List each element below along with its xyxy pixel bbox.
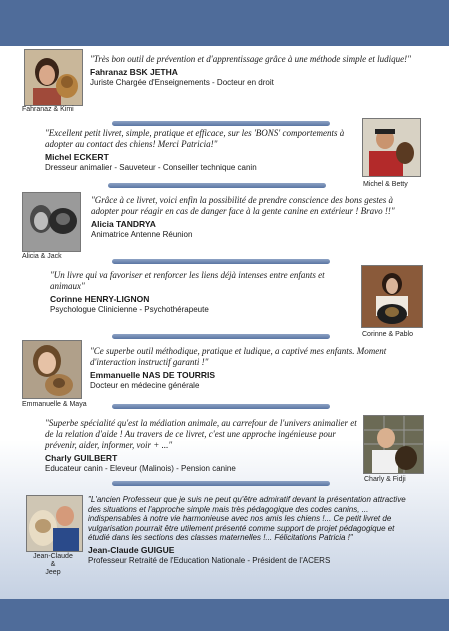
testimonial-quote: "L'ancien Professeur que je suis ne peut qu'être admiratif devant la présentation attractive des situations et l'approche simple mais très pédagogique des codes canins, ... indispensables à notre vie harmonieuse avec nos amis les chiens !... Ce petit livret de vulgarisation pourrait être utilement présenté comme support de projet pédagogique et étudié dans les sections des classes maternelles !... Félicitations Patricia !": [88, 495, 406, 542]
testimonial-name: Emmanuelle NAS DE TOURRIS: [90, 370, 216, 380]
testimonial-role: Dresseur animalier - Sauveteur - Conseiller technique canin: [45, 163, 257, 172]
photo-caption: [20, 553, 86, 577]
caption-line: &: [50, 561, 56, 568]
section-divider: [112, 334, 330, 339]
portrait-woman-dog-image: [362, 266, 422, 327]
portrait-woman-dog-image: [23, 341, 81, 398]
photo-michel: [362, 118, 421, 177]
testimonial-name: Fahranaz BSK JETHA: [90, 67, 178, 77]
testimonial-card: [90, 346, 420, 391]
testimonial-role: Educateur canin - Eleveur (Malinois) - Pension canine: [45, 464, 236, 473]
testimonial-name: Alicia TANDRYA: [91, 219, 156, 229]
testimonial-quote: "Très bon outil de prévention et d'apprentissage grâce à une méthode simple et ludique!": [90, 54, 411, 64]
photo-jean-claude: [26, 495, 83, 552]
testimonial-card: [50, 270, 350, 315]
section-divider: [112, 404, 330, 409]
section-divider: [112, 121, 330, 126]
photo-caption: Emmanuelle & Maya: [22, 401, 87, 408]
testimonial-role: Professeur Retraité de l'Education Nationale - Président de l'ACERS: [88, 555, 331, 565]
photo-fahranaz: [24, 49, 83, 106]
portrait-man-dog-image: [364, 416, 423, 473]
testimonial-role: Animatrice Antenne Réunion: [91, 230, 193, 239]
photo-caption: Alicia & Jack: [22, 253, 62, 260]
testimonial-role: Psychologue Clinicienne - Psychothérapeute: [50, 305, 209, 314]
testimonial-quote: "Superbe spécialité qu'est la médiation animale, au carrefour de l'univers animalier et de la relation d'aide ! Au travers de ce livret, c'est une approche ingénieuse pour prévenir, aider, informer, voir + ...": [45, 418, 357, 450]
photo-caption: Corinne & Pablo: [362, 331, 413, 338]
portrait-woman-dog-image: [23, 193, 80, 251]
testimonial-card: [45, 128, 355, 173]
photo-caption: Michel & Betty: [363, 181, 408, 188]
section-divider: [112, 481, 330, 486]
caption-line: Jean-Claude: [33, 553, 73, 560]
testimonial-name: Charly GUILBERT: [45, 453, 118, 463]
portrait-man-dog-image: [363, 119, 420, 176]
testimonial-role: Docteur en médecine générale: [90, 381, 200, 390]
testimonial-quote: "Excellent petit livret, simple, pratique et efficace, sur les 'BONS' comportements à adopter au contact des chiens! Merci Patricia!": [45, 128, 345, 149]
testimonial-card: [45, 418, 363, 474]
testimonial-quote: "Un livre qui va favoriser et renforcer les liens déjà intenses entre enfants et animaux": [50, 270, 325, 291]
bottom-band: [0, 599, 449, 631]
photo-emmanuelle: [22, 340, 82, 399]
section-divider: [112, 259, 330, 264]
top-band: [0, 0, 449, 46]
photo-corinne: [361, 265, 423, 328]
testimonial-name: Jean-Claude GUIGUE: [88, 544, 175, 555]
photo-caption: Fahranaz & Kimi: [22, 106, 74, 113]
testimonial-card: [90, 54, 420, 88]
portrait-woman-dog-image: [25, 50, 82, 105]
testimonial-quote: "Ce superbe outil méthodique, pratique et ludique, a captivé mes enfants. Moment d'interaction instructif garanti !": [90, 346, 387, 367]
section-divider: [108, 183, 326, 188]
caption-line: Jeep: [45, 569, 61, 576]
testimonial-name: Corinne HENRY-LIGNON: [50, 294, 150, 304]
testimonial-card: [91, 195, 401, 240]
photo-alicia: [22, 192, 81, 252]
testimonial-card: [88, 495, 418, 566]
portrait-man-dog-image: [27, 496, 82, 551]
testimonial-role: Juriste Chargée d'Enseignements - Docteur en droit: [90, 78, 274, 87]
testimonial-name: Michel ECKERT: [45, 152, 109, 162]
photo-charly: [363, 415, 424, 474]
testimonial-quote: "Grâce à ce livret, voici enfin la possibilité de prendre conscience des bons gestes à adopter pour réagir en cas de danger face à la gente canine en extérieur ! Bravo !!": [91, 195, 395, 216]
photo-caption: Charly & Fidji: [364, 476, 406, 483]
